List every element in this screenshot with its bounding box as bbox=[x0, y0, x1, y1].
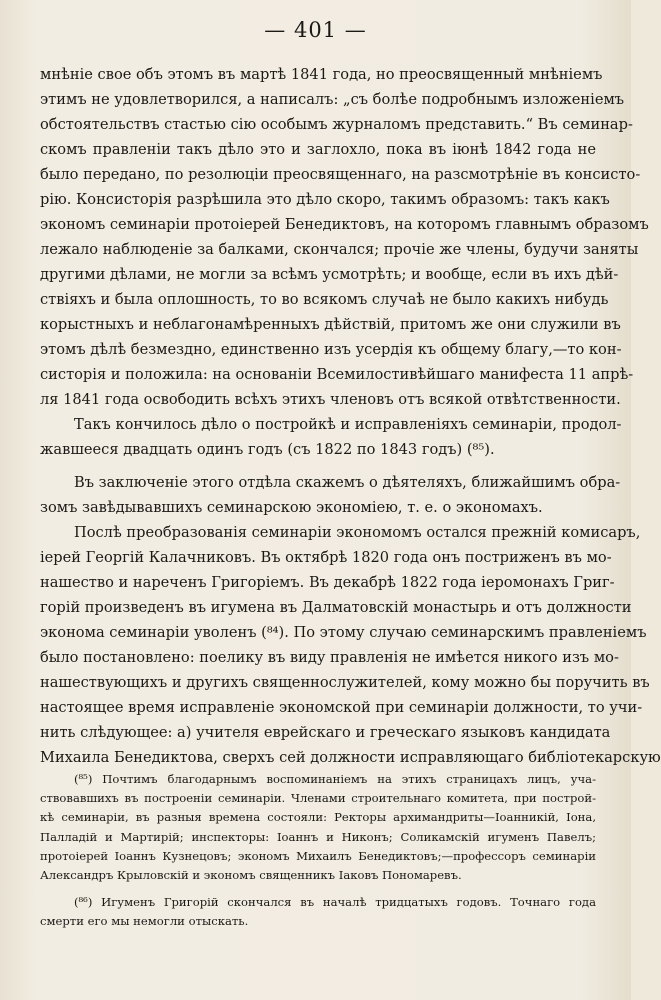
paragraph bbox=[40, 62, 649, 412]
footnote-86 bbox=[40, 893, 596, 931]
text-line: рію. Консисторія разрѣшила это дѣло скоро, такимъ образомъ: такъ какъ bbox=[40, 191, 610, 208]
text-line: настоящее время исправленіе экономской при семинаріи должности, то учи- bbox=[40, 699, 643, 716]
paragraph bbox=[40, 470, 621, 520]
text-line: другими дѣлами, не могли за всѣмъ усмотрѣть; и вообще, если въ ихъ дѣй- bbox=[40, 266, 619, 283]
text-line: нить слѣдующее: а) учителя еврейскаго и греческаго языковъ кандидата bbox=[40, 724, 611, 741]
text-line: мнѣніе свое объ этомъ въ мартѣ 1841 года, но преосвященный мнѣніемъ bbox=[40, 66, 603, 83]
text-line: эконома семинаріи уволенъ (⁸⁴). По этому случаю семинарскимъ правленіемъ bbox=[40, 624, 647, 641]
text-line: ля 1841 года освободить всѣхъ этихъ членовъ отъ всякой отвѣтственности. bbox=[40, 391, 621, 408]
text-line: Такъ кончилось дѣло о постройкѣ и исправленіяхъ семинаріи, продол- bbox=[74, 416, 622, 433]
footnote-85 bbox=[40, 770, 596, 885]
footnote-line: Александръ Крыловскій и экономъ священникъ Іаковъ Пономаревъ. bbox=[40, 867, 462, 882]
text-line: зомъ завѣдывавшихъ семинарскою экономіею, т. е. о экономахъ. bbox=[40, 499, 543, 516]
page-number: — 401 — bbox=[264, 18, 367, 42]
text-line: нашество и нареченъ Григоріемъ. Въ декабрѣ 1822 года іеромонахъ Григ- bbox=[40, 574, 615, 591]
footnote-line: Палладій и Мартирій; инспекторы: Іоаннъ и Никонъ; Соликамскій игуменъ Павелъ; bbox=[40, 829, 596, 844]
text-line: ствіяхъ и была оплошность, то во всякомъ случаѣ не было какихъ нибудь bbox=[40, 291, 609, 308]
text-line: скомъ правленіи такъ дѣло это и заглохло, пока въ іюнѣ 1842 года не bbox=[40, 141, 596, 158]
footnotes bbox=[40, 770, 596, 932]
footnote-gap bbox=[40, 885, 596, 893]
paragraph bbox=[40, 520, 661, 770]
text-line: жавшееся двадцать одинъ годъ (съ 1822 по 1843 годъ) (⁸⁵). bbox=[40, 441, 495, 458]
main-text bbox=[40, 62, 661, 770]
footnote-line: протоіерей Іоаннъ Кузнецовъ; экономъ Михаилъ Бенедиктовъ;—профессоръ семинаріи bbox=[40, 848, 596, 863]
footnote-line: кѣ семинаріи, въ разныя времена состояли: Ректоры архимандриты—Іоанникій, Іона, bbox=[40, 810, 596, 825]
footnote-line: (⁸⁵) Почтимъ благодарнымъ воспоминаніемъ на этихъ страницахъ лицъ, уча- bbox=[74, 772, 596, 786]
text-line: Послѣ преобразованія семинаріи экономомъ остался прежній комисаръ, bbox=[74, 524, 641, 541]
section-gap bbox=[40, 462, 596, 470]
footnote-line: ствовавшихъ въ построеніи семинаріи. Членами строительнаго комитета, при построй- bbox=[40, 791, 596, 806]
text-line: систорія и положила: на основаніи Всемилостивѣйшаго манифеста 11 апрѣ- bbox=[40, 366, 634, 383]
text-line: корыстныхъ и неблагонамѣренныхъ дѣйствій, притомъ же они служили въ bbox=[40, 316, 621, 333]
text-line: этомъ дѣлѣ безмездно, единственно изъ усердія къ общему благу,—то кон- bbox=[40, 341, 622, 358]
text-line: нашествующихъ и другихъ священнослужителей, кому можно бы поручить въ bbox=[40, 674, 650, 691]
paragraph bbox=[40, 412, 622, 462]
text-line: было постановлено: поелику въ виду правленія не имѣется никого изъ мо- bbox=[40, 649, 619, 666]
text-line: Въ заключеніе этого отдѣла скажемъ о дѣятеляхъ, ближайшимъ обра- bbox=[74, 474, 621, 491]
text-line: горій произведенъ въ игумена въ Далматовскій монастырь и отъ должности bbox=[40, 599, 632, 616]
text-line: этимъ не удовлетворился, а написалъ: „съ болѣе подробнымъ изложеніемъ bbox=[40, 91, 625, 108]
text-line: Михаила Бенедиктова, сверхъ сей должности исправляющаго библіотекарскую bbox=[40, 749, 661, 766]
footnote-line: (⁸⁶) Игуменъ Григорій скончался въ началѣ тридцатыхъ годовъ. Точнаго года bbox=[74, 895, 596, 910]
footnote-line: смерти его мы немогли отыскать. bbox=[40, 914, 249, 929]
text-line: іерей Георгій Калачниковъ. Въ октябрѣ 1820 года онъ постриженъ въ мо- bbox=[40, 549, 612, 566]
text-line: было передано, по резолюціи преосвященнаго, на разсмотрѣніе въ консисто- bbox=[40, 166, 641, 183]
text-line: лежало наблюденіе за балками, скончался; прочіе же члены, будучи заняты bbox=[40, 241, 639, 258]
text-line: обстоятельствъ стастью сію особымъ журналомъ представить.“ Въ семинар- bbox=[40, 116, 633, 133]
text-line: экономъ семинаріи протоіерей Бенедиктовъ, на которомъ главнымъ образомъ bbox=[40, 216, 649, 233]
